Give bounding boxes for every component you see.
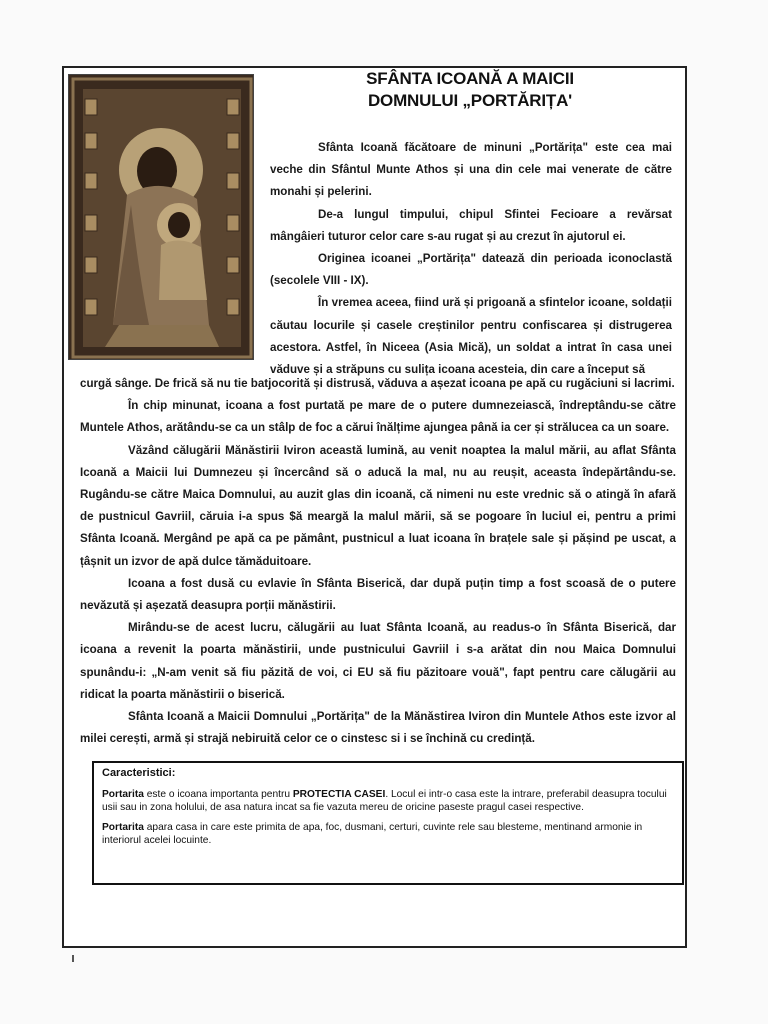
characteristic-1	[102, 788, 674, 814]
characteristic-1-emphasis: PROTECTIA CASEI	[292, 789, 386, 800]
characteristic-1-text-b: . Locul ei intr-o casa este la intrare, preferabil deasupra tocului usii sau in zona holului, de asa natura incat sa fie vazuta mereu de oricine paseste pragul casei respective.	[102, 789, 667, 813]
margin-mark	[72, 955, 74, 962]
characteristic-2-text: apara casa in care este primita de apa, foc, dusmani, certuri, cuvinte rele sau blesteme, mentinand armonie in interiorul acelei locuinte.	[102, 822, 643, 846]
title-line-1: SFÂNTA ICOANĂ A MAICII	[366, 69, 574, 88]
paragraph-1: Sfânta Icoană făcătoare de minuni „Portărița" este cea mai veche din Sfântul Munte Athos și una din cele mai venerate de către monahi și pelerini.	[270, 141, 672, 199]
paragraph-3: Originea icoanei „Portărița" datează din perioada iconoclastă (secolele VIII - IX).	[270, 252, 672, 288]
portarita-icon-image	[68, 74, 254, 360]
paragraph-8: Mirându-se de acest lucru, călugării au luat Sfânta Icoană, au readus-o în Sfânta Biserică, dar icoana a revenit la poarta mănăstirii, unde pustnicului Gavriil i s-a arătat din nou Maica Domnului spunându-i: „N-am venit să fiu păzită de voi, ci EU să fiu păzitoare vouă", fapt pentru care călugării au ridicat la poarta mănăstirii o biserică.	[80, 621, 676, 701]
characteristic-1-text-a: este o icoana importanta pentru	[143, 789, 293, 800]
paragraph-4a: În vremea aceea, fiind ură și prigoană a sfintelor icoane, soldații căutau locurile și casele creștinilor pentru confiscarea și distrugerea acestora. Astfel, în Niceea (Asia Mică), un soldat a intrat în casa unei văduve și a străpuns cu sulița icoana acesteia, din care a început să	[270, 296, 672, 377]
characteristics-heading: Caracteristici:	[102, 767, 176, 779]
paragraph-7: Icoana a fost dusă cu evlavie în Sfânta Biserică, dar după puțin timp a fost scoasă de o putere nevăzută și așezată deasupra porții mănăstirii.	[80, 576, 676, 613]
paragraph-2: De-a lungul timpului, chipul Sfintei Fecioare a revărsat mângâieri tuturor celor care s-au rugat și au crezut în ajutorul ei.	[270, 207, 672, 243]
paragraph-4b: curgă sânge. De frică să nu tie batjocorită și distrusă, văduva a așezat icoana pe apă cu rugăciuni si lacrimi.	[80, 377, 675, 390]
paragraph-5: În chip minunat, icoana a fost purtată pe mare de o putere dumnezeiască, îndreptându-se către Muntele Athos, arătându-se ca un stâlp de foc a cărui înălțime ajungea până ia cer și strălucea ca un soare.	[80, 399, 676, 435]
title-line-2: DOMNULUI „PORTĂRIȚA'	[367, 91, 573, 110]
paragraph-9: Sfânta Icoană a Maicii Domnului „Portărița" de la Mănăstirea Iviron din Muntele Athos este izvor al milei cerești, armă și strajă nebiruită celor ce o cinstesc si i se închină cu credință.	[80, 710, 676, 746]
characteristics-box	[92, 761, 684, 885]
characteristic-2	[102, 821, 674, 847]
characteristic-1-term: Portarita	[102, 789, 144, 800]
main-text-column	[80, 373, 676, 750]
paragraph-6: Văzând călugării Mănăstirii Iviron această lumină, au venit noaptea la malul mării, au aflat Sfânta Icoană a Maicii lui Dumnezeu și încercând să o aducă la mal, nu au reușit, aceasta îndepărtându-se. Rugându-se către Maica Domnului, au auzit glas din icoană, că nimeni nu este vrednic să o atingă în afară de pustnicul Gavriil, căruia i-a spus $ă meargă la malul mării, să se pogoare în luciul ei, pentru a primi Sfânta Icoană. Mergând pe apă ca pe pământ, pustnicul a luat icoana în brațele sale și pășind pe uscat, a țâșnit un izvor de apă dulce tămăduitoare.	[80, 443, 676, 568]
characteristic-2-term: Portarita	[102, 822, 144, 833]
intro-text-column	[270, 137, 672, 381]
page-title	[270, 68, 670, 112]
